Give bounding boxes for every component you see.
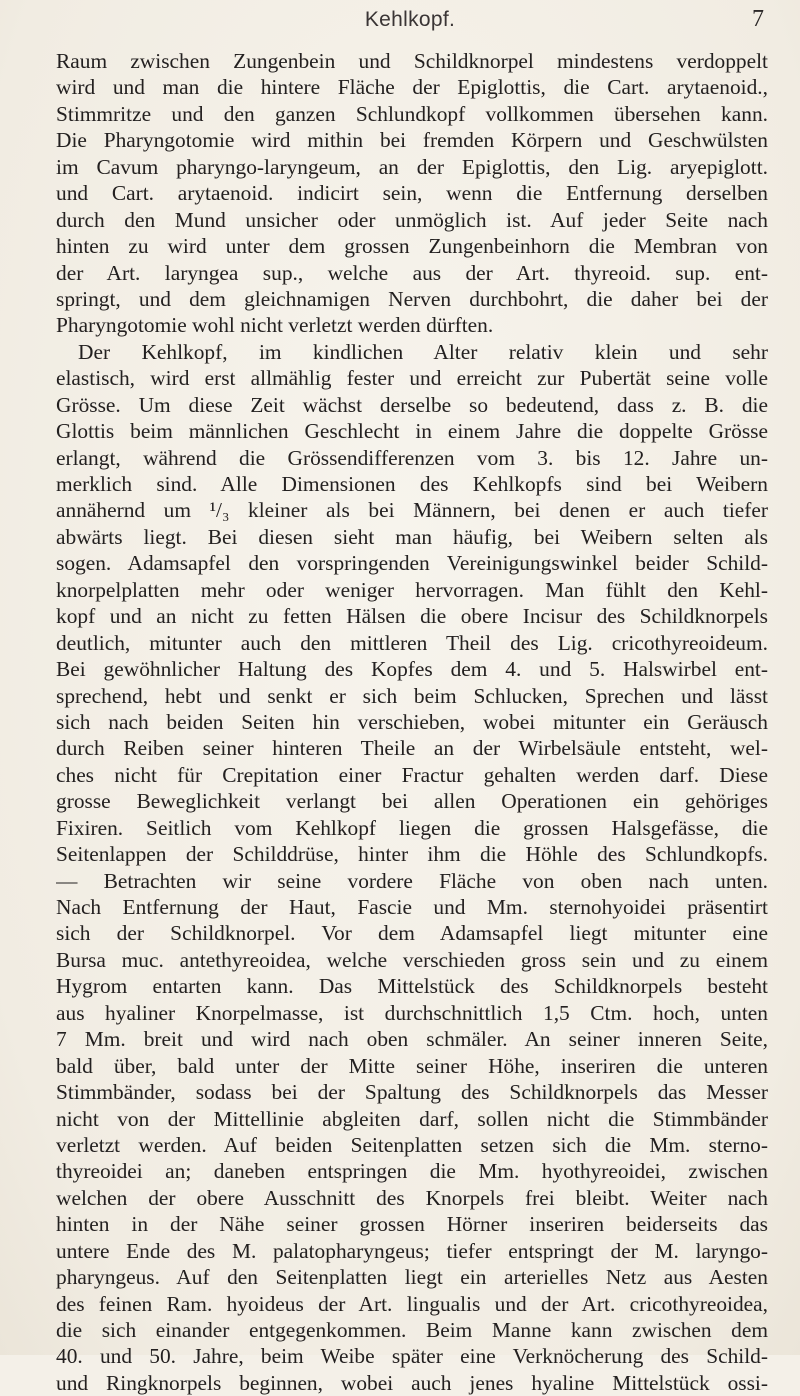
- text-line: Bursa muc. antethyreoidea, welche verschieden gross sein und zu einem: [56, 947, 768, 972]
- text-line: pharyngeus. Auf den Seitenplatten liegt ein arterielles Netz aus Aesten: [56, 1265, 768, 1290]
- page-number: 7: [752, 6, 764, 32]
- text-line: thyreoidei an; daneben entspringen die Mm. hyothyreoidei, zwischen: [56, 1159, 768, 1184]
- text-line: Stimmritze und den ganzen Schlundkopf vollkommen übersehen kann.: [56, 101, 768, 126]
- text-line: Seitenlappen der Schilddrüse, hinter ihm die Höhle des Schlundkopfs.: [56, 842, 768, 867]
- text-line: sprechend, hebt und senkt er sich beim Schlucken, Sprechen und lässt: [56, 683, 768, 708]
- text-line: merklich sind. Alle Dimensionen des Kehlkopfs sind bei Weibern: [56, 472, 768, 496]
- text-line: Stimmbänder, sodass bei der Spaltung des Schildknorpels das Messer: [56, 1080, 768, 1105]
- text-line: im Cavum pharyngo-laryngeum, an der Epiglottis, den Lig. aryepiglott.: [56, 154, 768, 179]
- text-line: kopf und an nicht zu fetten Hälsen die obere Incisur des Schildknorpels: [56, 604, 768, 629]
- text-line: grosse Beweglichkeit verlangt bei allen Operationen ein gehöriges: [56, 789, 768, 814]
- text-line: Fixiren. Seitlich vom Kehlkopf liegen die grossen Halsgefässe, die: [56, 815, 768, 840]
- text-line: Raum zwischen Zungenbein und Schildknorpel mindestens verdoppelt: [56, 49, 768, 73]
- text-line: — Betrachten wir seine vordere Fläche von oben nach unten.: [56, 868, 768, 893]
- text-line: durch Reiben seiner hinteren Theile an der Wirbelsäule entsteht, wel-: [56, 736, 768, 761]
- text-line: welchen der obere Ausschnitt des Knorpels frei bleibt. Weiter nach: [56, 1185, 768, 1210]
- text-line: Grösse. Um diese Zeit wächst derselbe so bedeutend, dass z. B. die: [56, 392, 768, 417]
- text-line: springt, und dem gleichnamigen Nerven durchbohrt, die daher bei der: [56, 286, 768, 311]
- text-line: bald über, bald unter der Mitte seiner Höhe, inseriren die unteren: [56, 1053, 768, 1078]
- text-line: Der Kehlkopf, im kindlichen Alter relativ klein und sehr: [78, 339, 768, 364]
- text-line: deutlich, mitunter auch den mittleren Theil des Lig. cricothyreoideum.: [56, 630, 768, 655]
- text-line: Bei gewöhnlicher Haltung des Kopfes dem 4. und 5. Halswirbel ent-: [56, 657, 768, 682]
- text-line: verletzt werden. Auf beiden Seitenplatten setzen sich die Mm. sterno-: [56, 1132, 768, 1157]
- text-line: aus hyaliner Knorpelmasse, ist durchschnittlich 1,5 Ctm. hoch, unten: [56, 1000, 768, 1025]
- text-line: 7 Mm. breit und wird nach oben schmäler. An seiner inneren Seite,: [56, 1027, 768, 1052]
- text-line: Nach Entfernung der Haut, Fascie und Mm. sternohyoidei präsentirt: [56, 895, 768, 919]
- text-line: Die Pharyngotomie wird mithin bei fremden Körpern und Geschwülsten: [56, 128, 768, 153]
- text-line: des feinen Ram. hyoideus der Art. lingualis und der Art. cricothyreoidea,: [56, 1291, 768, 1316]
- text-line: wird und man die hintere Fläche der Epiglottis, die Cart. arytaenoid.,: [56, 75, 768, 100]
- text-line: sogen. Adamsapfel den vorspringenden Vereinigungswinkel beider Schild-: [56, 551, 768, 576]
- text-line: Hygrom entarten kann. Das Mittelstück des Schildknorpels besteht: [56, 974, 768, 999]
- text-line: durch den Mund unsicher oder unmöglich ist. Auf jeder Seite nach: [56, 207, 768, 232]
- text-line: nicht von der Mittellinie abgleiten darf, sollen nicht die Stimmbänder: [56, 1106, 768, 1131]
- text-line: der Art. laryngea sup., welche aus der Art. thyreoid. sup. ent-: [56, 260, 768, 285]
- text-line: abwärts liegt. Bei diesen sieht man häufig, bei Weibern selten als: [56, 524, 768, 549]
- text-line: untere Ende des M. palatopharyngeus; tiefer entspringt der M. laryngo-: [56, 1238, 768, 1263]
- running-head: [56, 8, 764, 48]
- text-line: sich der Schildknorpel. Vor dem Adamsapfel liegt mitunter eine: [56, 921, 768, 946]
- text-line: sich nach beiden Seiten hin verschieben, wobei mitunter ein Geräusch: [56, 709, 768, 734]
- text-line: ches nicht für Crepitation einer Fractur gehalten werden darf. Diese: [56, 762, 768, 787]
- text-line: Pharyngotomie wohl nicht verletzt werden dürften.: [56, 313, 494, 338]
- text-line: und Cart. arytaenoid. indicirt sein, wenn die Entfernung derselben: [56, 181, 768, 206]
- text-line: die sich einander entgegenkommen. Beim Manne kann zwischen dem: [56, 1318, 768, 1342]
- text-line: 40. und 50. Jahre, beim Weibe später eine Verknöcherung des Schild-: [56, 1344, 768, 1369]
- text-line: hinten zu wird unter dem grossen Zungenbeinhorn die Membran von: [56, 234, 768, 259]
- text-line: annähernd um ¹/₃ kleiner als bei Männern, bei denen er auch tiefer: [56, 498, 768, 523]
- text-line: knorpelplatten mehr oder weniger hervorragen. Man fühlt den Kehl-: [56, 577, 768, 602]
- text-line: erlangt, während die Grössendifferenzen vom 3. bis 12. Jahre un-: [56, 445, 768, 470]
- body-text: [56, 48, 768, 1396]
- text-line: Glottis beim männlichen Geschlecht in einem Jahre die doppelte Grösse: [56, 419, 768, 444]
- running-head-title: Kehlkopf.: [364, 8, 456, 31]
- text-line: hinten in der Nähe seiner grossen Hörner inseriren beiderseits das: [56, 1212, 768, 1237]
- text-line: elastisch, wird erst allmählig fester und erreicht zur Pubertät seine volle: [56, 366, 768, 391]
- text-line: und Ringknorpels beginnen, wobei auch jenes hyaline Mittelstück ossi-: [56, 1370, 768, 1395]
